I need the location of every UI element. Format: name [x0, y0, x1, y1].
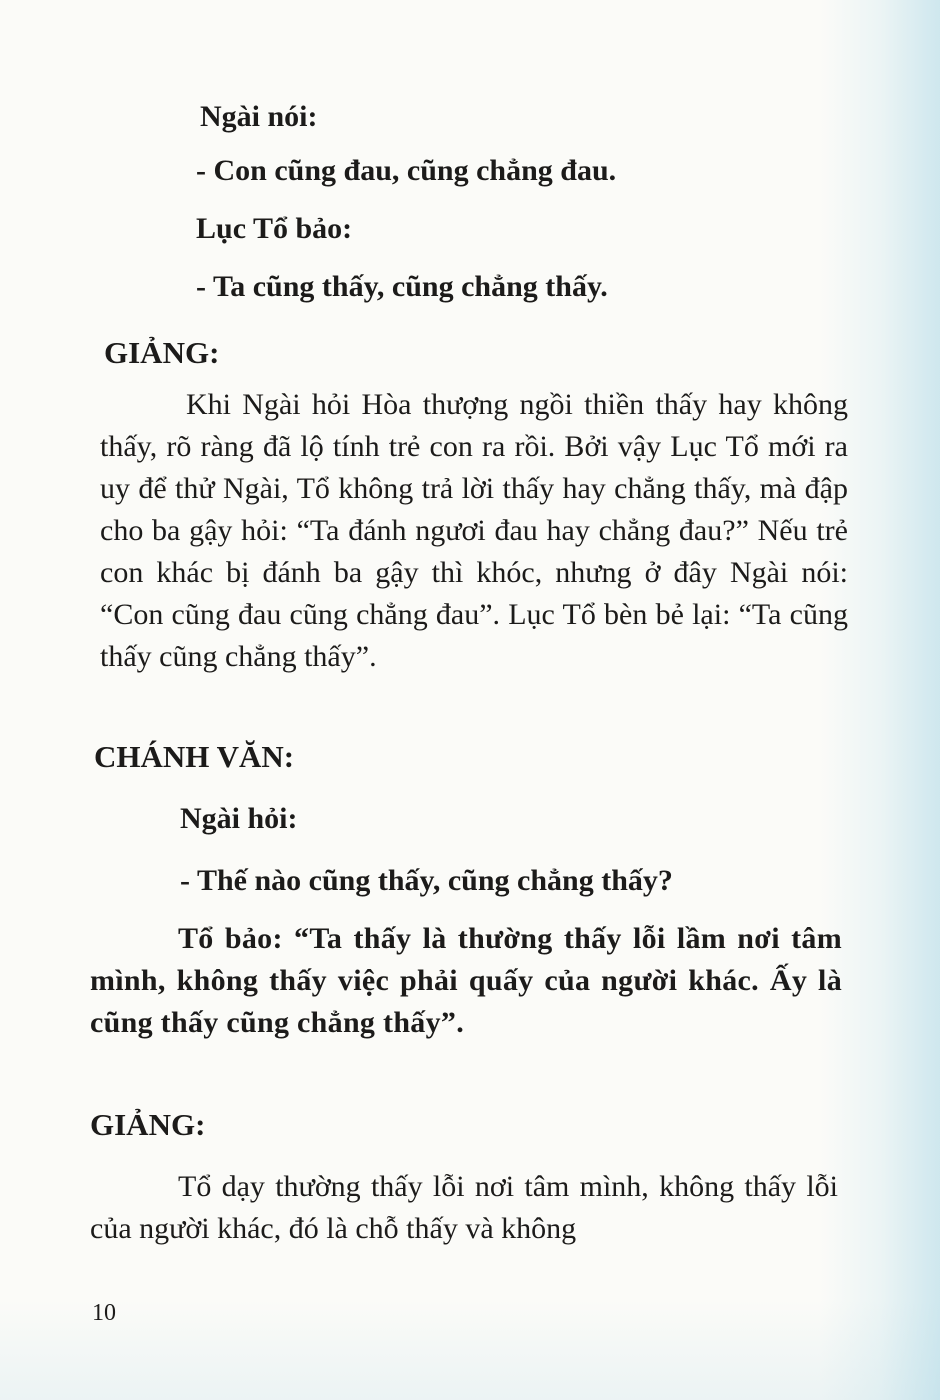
commentary-paragraph: Khi Ngài hỏi Hòa thượng ngồi thiền thấy hay không thấy, rõ ràng đã lộ tính trẻ con ra rồi. Bởi vậy Lục Tổ mới ra uy để thử Ngài, Tổ không trả lời thấy hay chẳng thấy, mà đập cho ba gậy hỏi: “Ta đánh ngươi đau hay chẳng đau?” Nếu trẻ con khác bị đánh ba gậy thì khóc, nhưng ở đây Ngài nói: “Con cũng đau cũng chẳng đau”. Lục Tổ bèn bẻ lại: “Ta cũng thấy cũng chẳng thấy”. [100, 388, 848, 673]
section-heading-giang: GIẢNG: [104, 335, 220, 370]
dialogue-line: - Con cũng đau, cũng chẳng đau. [196, 154, 617, 187]
dialogue-speaker-line: Lục Tổ bảo: [196, 212, 353, 245]
dialogue-line: - Ta cũng thấy, cũng chẳng thấy. [196, 270, 608, 303]
section-heading-giang: GIẢNG: [90, 1107, 206, 1142]
page-number: 10 [92, 1300, 116, 1326]
section-heading-chanh-van: CHÁNH VĂN: [94, 739, 295, 774]
dialogue-line: - Thế nào cũng thấy, cũng chẳng thấy? [180, 864, 673, 897]
scripture-paragraph: Tổ bảo: “Ta thấy là thường thấy lỗi lầm nơi tâm mình, không thấy việc phải quấy của người khác. Ấy là cũng thấy cũng chẳng thấy”. [90, 922, 842, 1039]
commentary-paragraph: Tổ dạy thường thấy lỗi nơi tâm mình, không thấy lỗi của người khác, đó là chỗ thấy và không [90, 1170, 838, 1245]
dialogue-speaker-line: Ngài hỏi: [180, 802, 298, 835]
dialogue-speaker-line: Ngài nói: [200, 100, 318, 133]
